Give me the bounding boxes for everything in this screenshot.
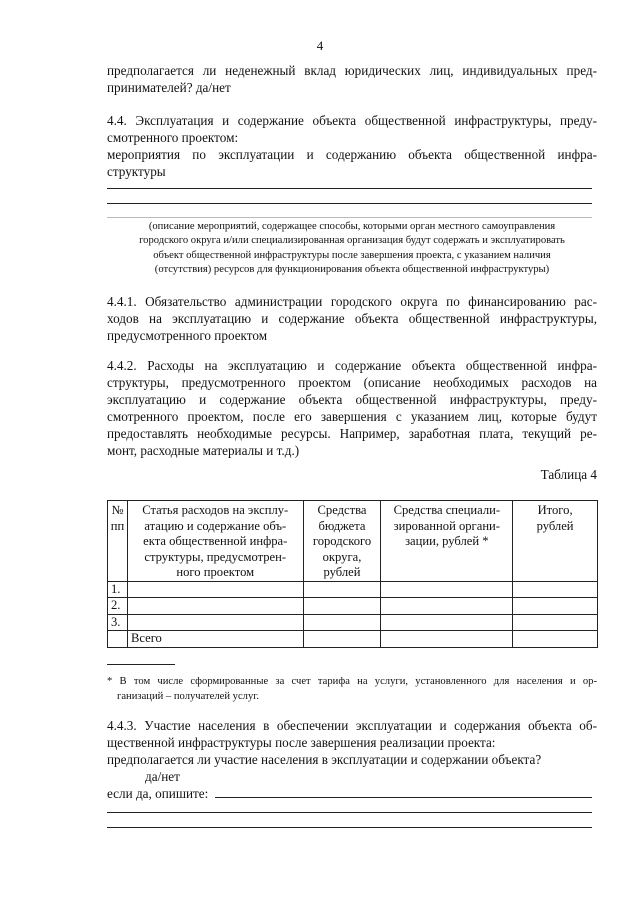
header-city-budget: Средства бюджета городского округа, рублей (303, 501, 381, 582)
page-number: 4 (316, 38, 324, 53)
paragraph-line: предполагается ли участие населения в эксплуатации и содержании объекта? (107, 752, 542, 767)
table-cell (381, 581, 513, 598)
table-cell (513, 598, 598, 615)
table-cell (303, 598, 381, 615)
table-cell (381, 631, 513, 648)
intro-line: принимателей? да/нет (107, 80, 231, 95)
table-row-total (108, 631, 598, 648)
table-cell (127, 598, 303, 615)
paragraph-line: смотренного проектом, после его завершения с указанием лиц, которые будут (107, 409, 597, 424)
paragraph-line: эксплуатацию и содержание объекта общественной инфраструктуры, преду- (107, 392, 597, 407)
paragraph-line: предоставлять необходимые ресурсы. Например, заработная плата, текущий ре- (107, 426, 597, 441)
paragraph-line: 4.4.2. Расходы на эксплуатацию и содержание объекта общественной инфра- (107, 358, 597, 373)
table-cell (303, 581, 381, 598)
table-cell (513, 581, 598, 598)
fill-line (107, 203, 592, 204)
section-4-4-2 (107, 357, 597, 459)
paragraph-line: монт, расходные материалы и т.д.) (107, 443, 300, 458)
table-cell: 1. (108, 581, 128, 598)
intro-paragraph (107, 62, 597, 96)
paragraph-line: предусмотренного проектом (107, 328, 268, 343)
describe-input-line[interactable] (107, 827, 592, 828)
intro-line: предполагается ли неденежный вклад юридических лиц, индивидуальных пред- (107, 63, 597, 78)
section-4-4-caption (107, 220, 597, 277)
footnote (107, 674, 597, 704)
subheading-line: структуры (107, 164, 166, 179)
heading-line: 4.4. Эксплуатация и содержание объекта общественной инфраструктуры, преду- (107, 113, 597, 128)
table-cell (513, 614, 598, 631)
paragraph-line: структуры, предусмотренного проектом (описание необходимых расходов на (107, 375, 597, 390)
table-row (108, 581, 598, 598)
table-cell: 2. (108, 598, 128, 615)
caption-line: объект общественной инфраструктуры после завершения проекта, с указанием наличия (153, 249, 551, 261)
caption-line: (отсутствия) ресурсов для функционирования объекта общественной инфраструктуры) (154, 263, 550, 275)
table-cell (108, 631, 128, 648)
table-cell: Всего (127, 631, 303, 648)
fill-line (107, 217, 592, 218)
table-cell (513, 631, 598, 648)
paragraph-line: щественной инфраструктуры после завершения реализации проекта: (107, 735, 496, 750)
paragraph-line: ходов на эксплуатацию и содержание объекта общественной инфраструктуры, (107, 311, 597, 326)
section-4-4-1 (107, 293, 597, 344)
table-cell (127, 581, 303, 598)
table-cell (303, 631, 381, 648)
caption-line: (описание мероприятий, содержащее способы, которыми орган местного самоуправления (148, 221, 556, 232)
describe-input-line[interactable] (107, 812, 592, 813)
header-specialized-org: Средства специали- зированной органи- зации, рублей * (381, 501, 513, 582)
yes-no-answer: да/нет (145, 769, 180, 784)
table-cell (381, 598, 513, 615)
footnote-line: * В том числе сформированные за счет тарифа на услуги, установленного для населения и ор- (107, 676, 597, 687)
describe-input-line[interactable] (215, 797, 592, 798)
footnote-line: ганизаций – получателей услуг. (117, 691, 260, 702)
table-cell (127, 614, 303, 631)
table-title: Таблица 4 (540, 467, 597, 482)
header-total: Итого, рублей (513, 501, 598, 582)
footnote-separator (107, 664, 175, 665)
paragraph-line: 4.4.3. Участие населения в обеспечении эксплуатации и содержания объекта об- (107, 718, 597, 733)
table-cell: 3. (108, 614, 128, 631)
header-expense-item: Статья расходов на эксплу- атацию и содержание объ- екта общественной инфра- структуры, предусмотрен- ного проектом (127, 501, 303, 582)
table-cell (381, 614, 513, 631)
table-row (108, 614, 598, 631)
section-4-4-heading (107, 112, 597, 180)
header-number: № пп (108, 501, 128, 582)
table-row (108, 598, 598, 615)
expenses-table (107, 500, 598, 648)
paragraph-line: 4.4.1. Обязательство администрации городского округа по финансированию рас- (107, 294, 597, 309)
table-header-row (108, 501, 598, 582)
fill-line (107, 188, 592, 189)
caption-line: городского округа и/или специализированная организация будут содержать и эксплуатировать (139, 235, 565, 247)
section-4-4-3 (107, 717, 597, 802)
subheading-line: мероприятия по эксплуатации и содержанию объекта общественной инфра- (107, 147, 597, 162)
table-cell (303, 614, 381, 631)
describe-label: если да, опишите: (107, 786, 209, 801)
heading-line: смотренного проектом: (107, 130, 239, 145)
